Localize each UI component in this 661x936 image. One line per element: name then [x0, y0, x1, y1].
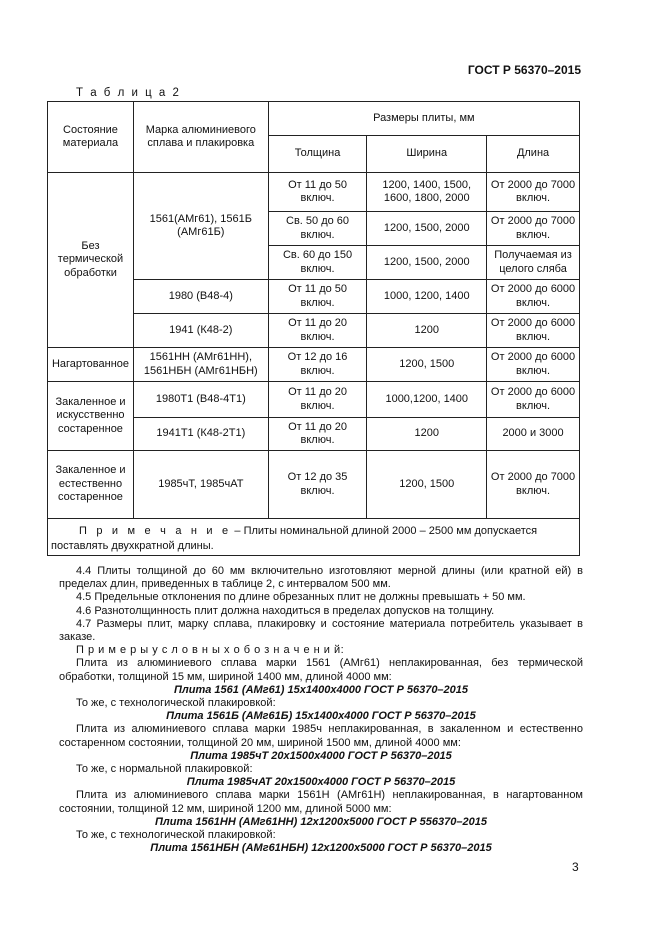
example-text: Плита из алюминиевого сплава марки 1561Н (АМг61Н) неплакированная, в нагартованном состоянии, толщиной 12 мм, шириной 1200 мм, длиной 5000 мм: [59, 789, 583, 815]
width-cell: 1200, 1400, 1500, 1600, 1800, 2000 [367, 173, 487, 212]
state-cell: Закаленное и естественно состаренное [48, 451, 134, 519]
thickness-cell: От 12 до 16 включ. [268, 348, 367, 382]
grade-cell: 1561(АМг61), 1561Б (АМг61Б) [133, 173, 268, 280]
header-grade: Марка алюминиевого сплава и плакировка [133, 102, 268, 173]
sizes-table [47, 101, 580, 556]
grade-cell: 1561НН (АМг61НН), 1561НБН (АМг61НБН) [133, 348, 268, 382]
length-cell: Получаемая из целого сляба [487, 246, 580, 280]
length-cell: 2000 и 3000 [487, 418, 580, 451]
state-cell: Нагартованное [48, 348, 134, 382]
examples-title: П р и м е р ы у с л о в н ы х о б о з н а ч е н и й: [76, 644, 345, 657]
grade-cell: 1980Т1 (В48-4Т1) [133, 382, 268, 418]
width-cell: 1200, 1500 [367, 451, 487, 519]
header-length: Длина [487, 136, 580, 173]
width-cell: 1200, 1500, 2000 [367, 246, 487, 280]
document-header: ГОСТ Р 56370–2015 [467, 63, 581, 77]
thickness-cell: Св. 50 до 60 включ. [268, 212, 367, 246]
header-width: Ширина [367, 136, 487, 173]
thickness-cell: От 11 до 20 включ. [268, 418, 367, 451]
note-text: – Плиты номинальной длиной 2000 – 2500 мм допускается поставлять двухкратной длины. [51, 525, 538, 552]
length-cell: От 2000 до 7000 включ. [487, 451, 580, 519]
paragraph-4-5: 4.5 Предельные отклонения по длине обрезанных плит не должны превышать + 50 мм. [76, 591, 526, 604]
example-code: Плита 1561НН (АМг61НН) 12х1200х5000 ГОСТ Р 556370–2015 [155, 815, 487, 828]
example-code: Плита 1985чАТ 20х1500х4000 ГОСТ Р 56370–2015 [186, 776, 456, 789]
page-number: 3 [572, 860, 579, 874]
length-cell: От 2000 до 7000 включ. [487, 173, 580, 212]
state-cell: Закаленное и искусственно состаренное [48, 382, 134, 451]
example-text: То же, с технологической плакировкой: [76, 829, 276, 842]
example-text: То же, с нормальной плакировкой: [76, 763, 253, 776]
grade-cell: 1941 (К48-2) [133, 314, 268, 348]
width-cell: 1000,1200, 1400 [367, 382, 487, 418]
width-cell: 1000, 1200, 1400 [367, 280, 487, 314]
length-cell: От 2000 до 6000 включ. [487, 348, 580, 382]
length-cell: От 2000 до 6000 включ. [487, 314, 580, 348]
thickness-cell: От 12 до 35 включ. [268, 451, 367, 519]
state-cell: Без термической обработки [48, 173, 134, 348]
example-code: Плита 1561Б (АМг61Б) 15х1400х4000 ГОСТ Р 56370–2015 [166, 710, 476, 723]
paragraph-4-4: 4.4 Плиты толщиной до 60 мм включительно изготовляют мерной длины (или кратной ей) в пределах длин, приведенных в таблице 2, с интервалом 500 мм. [59, 565, 583, 591]
grade-cell: 1985чТ, 1985чАТ [133, 451, 268, 519]
example-text: То же, с технологической плакировкой: [76, 697, 276, 710]
width-cell: 1200 [367, 418, 487, 451]
length-cell: От 2000 до 6000 включ. [487, 382, 580, 418]
example-code: Плита 1985чТ 20х1500х4000 ГОСТ Р 56370–2015 [190, 749, 452, 762]
thickness-cell: От 11 до 50 включ. [268, 280, 367, 314]
width-cell: 1200, 1500 [367, 348, 487, 382]
example-code: Плита 1561 (АМг61) 15х1400х4000 ГОСТ Р 56370–2015 [173, 683, 469, 696]
table-note [48, 519, 580, 556]
table-caption: Т а б л и ц а 2 [76, 87, 181, 99]
length-cell: От 2000 до 7000 включ. [487, 212, 580, 246]
header-state: Состояние материала [48, 102, 134, 173]
example-text: Плита из алюминиевого сплава марки 1985ч неплакированная, в закаленном и естественно состаренном состоянии, толщиной 20 мм, шириной 1500 мм, длиной 4000 мм: [59, 723, 583, 749]
grade-cell: 1980 (В48-4) [133, 280, 268, 314]
paragraph-4-7: 4.7 Размеры плит, марку сплава, плакировку и состояние материала потребитель указывает в заказе. [59, 617, 583, 644]
thickness-cell: От 11 до 20 включ. [268, 382, 367, 418]
body-text [59, 565, 583, 855]
length-cell: От 2000 до 6000 включ. [487, 280, 580, 314]
thickness-cell: Св. 60 до 150 включ. [268, 246, 367, 280]
thickness-cell: От 11 до 20 включ. [268, 314, 367, 348]
note-label: П р и м е ч а н и е [79, 525, 232, 537]
example-text: Плита из алюминиевого сплава марки 1561 (АМг61) неплакированная, без термической обработки, толщиной 15 мм, шириной 1400 мм, длиной 4000 мм: [59, 657, 583, 683]
paragraph-4-6: 4.6 Разнотолщинность плит должна находиться в пределах допусков на толщину. [76, 604, 495, 617]
thickness-cell: От 11 до 50 включ. [268, 173, 367, 212]
example-code: Плита 1561НБН (АМг61НБН) 12х1200х5000 ГОСТ Р 56370–2015 [150, 842, 492, 855]
width-cell: 1200, 1500, 2000 [367, 212, 487, 246]
header-sizes: Размеры плиты, мм [268, 102, 579, 136]
width-cell: 1200 [367, 314, 487, 348]
header-thickness: Толщина [268, 136, 367, 173]
grade-cell: 1941Т1 (К48-2Т1) [133, 418, 268, 451]
